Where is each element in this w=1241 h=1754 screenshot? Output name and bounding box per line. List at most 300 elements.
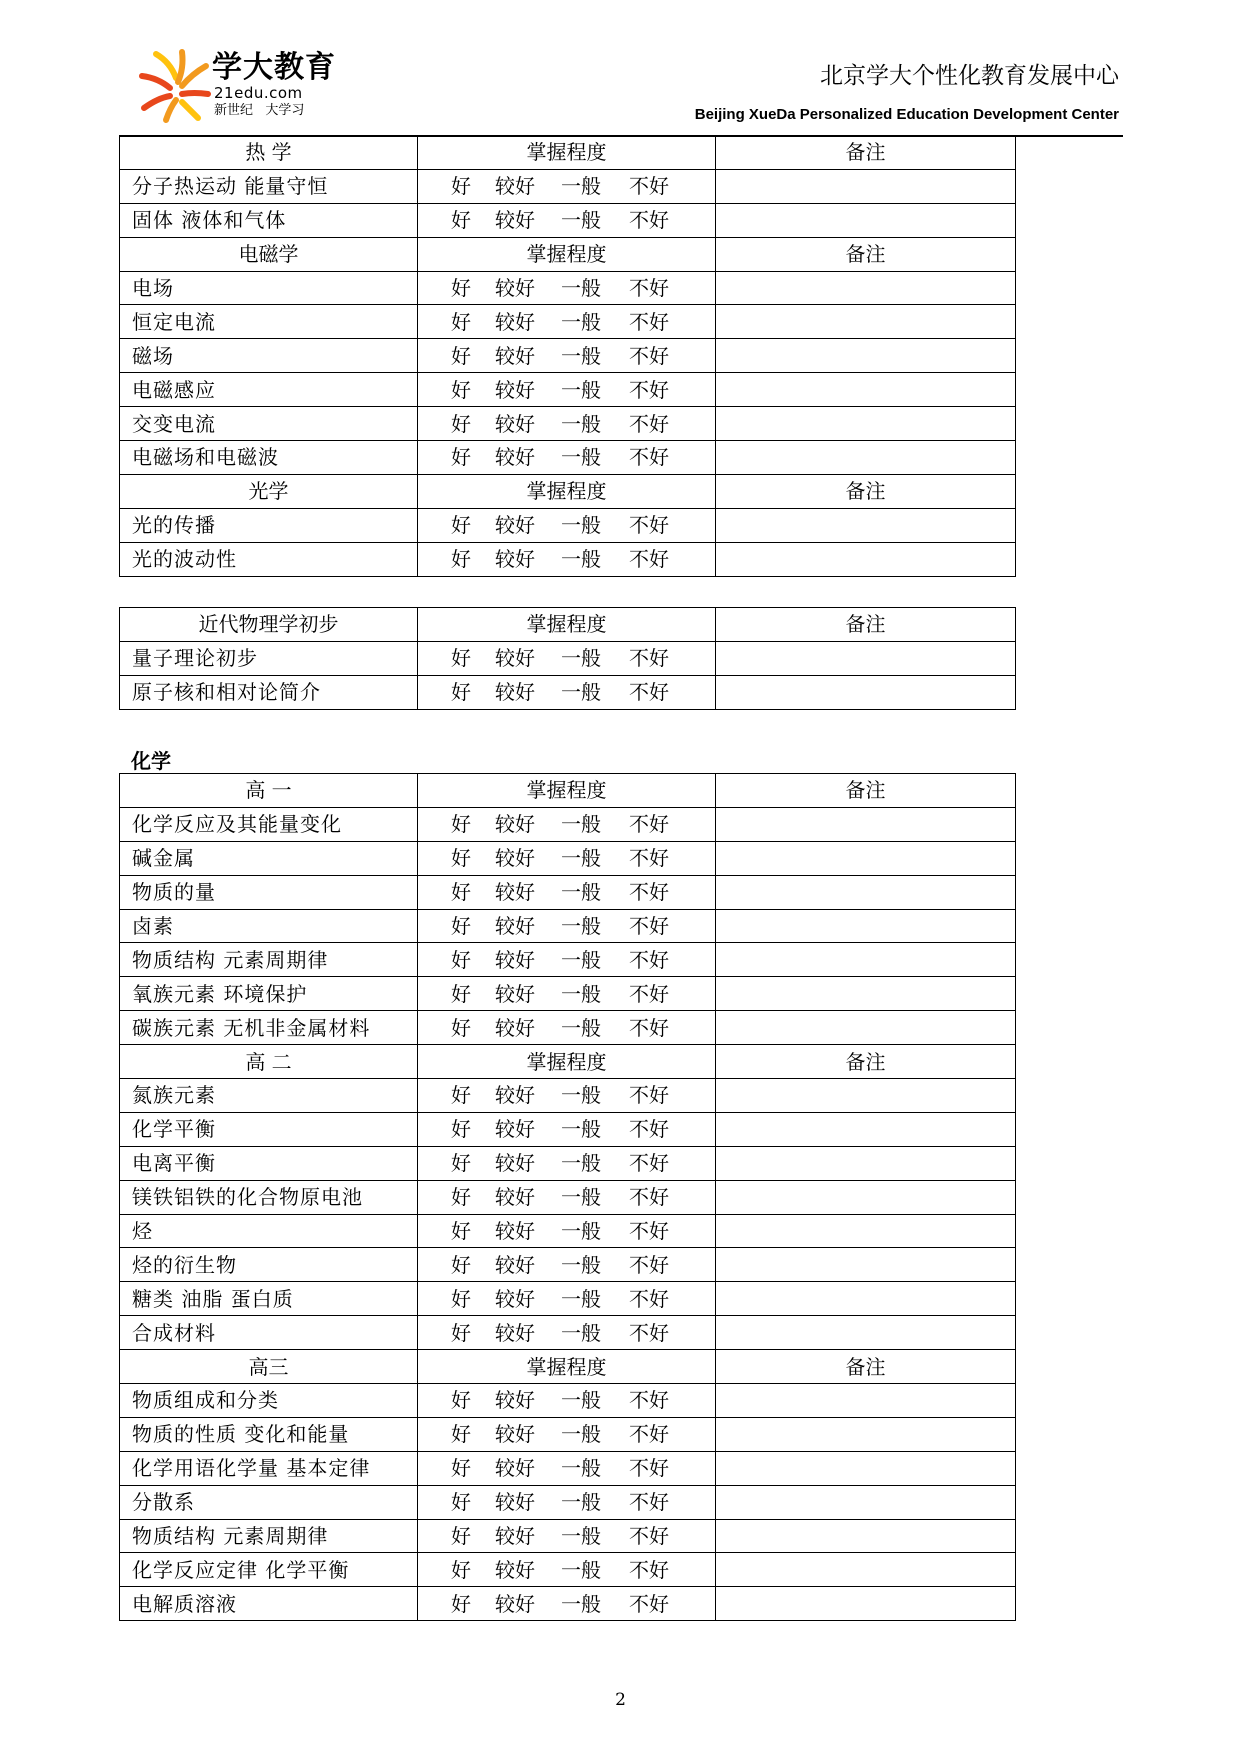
rating-poor[interactable]: 不好 bbox=[629, 1422, 669, 1447]
page-number: 2 bbox=[615, 1690, 626, 1710]
rating-fairly-good[interactable]: 较好 bbox=[495, 1015, 535, 1040]
rating-poor[interactable]: 不好 bbox=[629, 981, 669, 1006]
rating-average[interactable]: 一般 bbox=[561, 680, 601, 705]
rating-average[interactable]: 一般 bbox=[561, 1557, 601, 1582]
rating-fairly-good[interactable]: 较好 bbox=[495, 981, 535, 1006]
notes-cell[interactable] bbox=[716, 1553, 1016, 1587]
topic-row bbox=[120, 169, 1016, 203]
logo-domain: 21edu.com bbox=[214, 84, 303, 102]
notes-cell[interactable] bbox=[716, 1214, 1016, 1248]
rating-good[interactable]: 好 bbox=[451, 1151, 471, 1176]
rating-poor[interactable]: 不好 bbox=[629, 174, 669, 199]
topic-row bbox=[120, 1384, 1016, 1418]
rating-fairly-good[interactable]: 较好 bbox=[495, 1219, 535, 1244]
notes-cell[interactable] bbox=[716, 1519, 1016, 1553]
rating-poor[interactable]: 不好 bbox=[629, 646, 669, 671]
rating-options bbox=[418, 675, 716, 709]
modern-physics-mastery-table bbox=[119, 607, 1016, 710]
rating-fairly-good[interactable]: 较好 bbox=[495, 947, 535, 972]
logo-brand-name: 学大教育 bbox=[212, 50, 336, 85]
rating-good[interactable]: 好 bbox=[451, 812, 471, 837]
rating-fairly-good[interactable]: 较好 bbox=[495, 377, 535, 402]
mastery-column-header: 掌握程度 bbox=[418, 474, 716, 508]
section-header-row bbox=[120, 1045, 1016, 1079]
rating-fairly-good[interactable]: 较好 bbox=[495, 513, 535, 538]
rating-average[interactable]: 一般 bbox=[561, 1524, 601, 1549]
rating-poor[interactable]: 不好 bbox=[629, 1083, 669, 1108]
rating-good[interactable]: 好 bbox=[451, 1422, 471, 1447]
topic-name: 物质结构 元素周期律 bbox=[120, 943, 418, 977]
rating-fairly-good[interactable]: 较好 bbox=[495, 445, 535, 470]
rating-poor[interactable]: 不好 bbox=[629, 208, 669, 233]
section-title: 高 二 bbox=[120, 1045, 418, 1079]
topic-row bbox=[120, 943, 1016, 977]
rating-good[interactable]: 好 bbox=[451, 1015, 471, 1040]
topic-name: 分散系 bbox=[120, 1485, 418, 1519]
topic-name: 电磁感应 bbox=[120, 373, 418, 407]
rating-average[interactable]: 一般 bbox=[561, 309, 601, 334]
rating-average[interactable]: 一般 bbox=[561, 880, 601, 905]
rating-average[interactable]: 一般 bbox=[561, 1151, 601, 1176]
notes-cell[interactable] bbox=[716, 1248, 1016, 1282]
rating-options bbox=[418, 339, 716, 373]
notes-cell[interactable] bbox=[716, 1451, 1016, 1485]
rating-good[interactable]: 好 bbox=[451, 1117, 471, 1142]
rating-fairly-good[interactable]: 较好 bbox=[495, 1456, 535, 1481]
rating-poor[interactable]: 不好 bbox=[629, 1015, 669, 1040]
chemistry-mastery-table bbox=[119, 773, 1016, 1621]
rating-fairly-good[interactable]: 较好 bbox=[495, 208, 535, 233]
section-title: 高 一 bbox=[120, 774, 418, 808]
notes-column-header: 备注 bbox=[716, 774, 1016, 808]
topic-row bbox=[120, 1519, 1016, 1553]
rating-poor[interactable]: 不好 bbox=[629, 1388, 669, 1413]
notes-cell[interactable] bbox=[716, 407, 1016, 441]
rating-fairly-good[interactable]: 较好 bbox=[495, 812, 535, 837]
rating-average[interactable]: 一般 bbox=[561, 1252, 601, 1277]
notes-column-header: 备注 bbox=[716, 1045, 1016, 1079]
rating-average[interactable]: 一般 bbox=[561, 1117, 601, 1142]
rating-good[interactable]: 好 bbox=[451, 343, 471, 368]
rating-options bbox=[418, 542, 716, 576]
topic-name: 糖类 油脂 蛋白质 bbox=[120, 1282, 418, 1316]
rating-average[interactable]: 一般 bbox=[561, 276, 601, 300]
rating-options bbox=[418, 407, 716, 441]
topic-name: 氧族元素 环境保护 bbox=[120, 977, 418, 1011]
rating-poor[interactable]: 不好 bbox=[629, 880, 669, 905]
rating-average[interactable]: 一般 bbox=[561, 1591, 601, 1616]
topic-row bbox=[120, 1112, 1016, 1146]
topic-row bbox=[120, 1248, 1016, 1282]
rating-poor[interactable]: 不好 bbox=[629, 1252, 669, 1277]
topic-row bbox=[120, 203, 1016, 237]
notes-cell[interactable] bbox=[716, 1485, 1016, 1519]
rating-average[interactable]: 一般 bbox=[561, 1185, 601, 1210]
rating-good[interactable]: 好 bbox=[451, 1557, 471, 1582]
notes-cell[interactable] bbox=[716, 373, 1016, 407]
rating-poor[interactable]: 不好 bbox=[629, 1490, 669, 1515]
notes-cell[interactable] bbox=[716, 641, 1016, 675]
rating-poor[interactable]: 不好 bbox=[629, 1151, 669, 1176]
topic-name: 碱金属 bbox=[120, 841, 418, 875]
notes-cell[interactable] bbox=[716, 1316, 1016, 1350]
rating-average[interactable]: 一般 bbox=[561, 914, 601, 938]
topic-row bbox=[120, 1282, 1016, 1316]
section-title: 光学 bbox=[120, 474, 418, 508]
topic-row bbox=[120, 977, 1016, 1011]
section-title: 热 学 bbox=[120, 136, 418, 170]
rating-poor[interactable]: 不好 bbox=[629, 1117, 669, 1142]
rating-fairly-good[interactable]: 较好 bbox=[495, 174, 535, 199]
rating-fairly-good[interactable]: 较好 bbox=[495, 914, 535, 938]
topic-row bbox=[120, 1214, 1016, 1248]
rating-options bbox=[418, 807, 716, 841]
topic-name: 烃 bbox=[120, 1214, 418, 1248]
mastery-column-header: 掌握程度 bbox=[418, 608, 716, 642]
rating-good[interactable]: 好 bbox=[451, 276, 471, 300]
rating-fairly-good[interactable]: 较好 bbox=[495, 680, 535, 705]
notes-column-header: 备注 bbox=[716, 1350, 1016, 1384]
xueda-logo bbox=[136, 48, 346, 124]
topic-row bbox=[120, 807, 1016, 841]
rating-good[interactable]: 好 bbox=[451, 1591, 471, 1616]
rating-fairly-good[interactable]: 较好 bbox=[495, 1388, 535, 1413]
rating-options bbox=[418, 1282, 716, 1316]
rating-poor[interactable]: 不好 bbox=[629, 1185, 669, 1210]
rating-good[interactable]: 好 bbox=[451, 513, 471, 538]
rating-good[interactable]: 好 bbox=[451, 1286, 471, 1311]
topic-name: 光的波动性 bbox=[120, 542, 418, 576]
rating-fairly-good[interactable]: 较好 bbox=[495, 343, 535, 368]
topic-name: 分子热运动 能量守恒 bbox=[120, 169, 418, 203]
topic-name: 物质结构 元素周期律 bbox=[120, 1519, 418, 1553]
rating-good[interactable]: 好 bbox=[451, 411, 471, 436]
notes-cell[interactable] bbox=[716, 1146, 1016, 1180]
rating-poor[interactable]: 不好 bbox=[629, 1557, 669, 1582]
rating-good[interactable]: 好 bbox=[451, 1083, 471, 1108]
rating-options bbox=[418, 1519, 716, 1553]
topic-name: 交变电流 bbox=[120, 407, 418, 441]
rating-poor[interactable]: 不好 bbox=[629, 343, 669, 368]
rating-options bbox=[418, 169, 716, 203]
rating-average[interactable]: 一般 bbox=[561, 174, 601, 199]
section-title: 电磁学 bbox=[120, 237, 418, 271]
rating-poor[interactable]: 不好 bbox=[629, 276, 669, 300]
rating-fairly-good[interactable]: 较好 bbox=[495, 1591, 535, 1616]
rating-poor[interactable]: 不好 bbox=[629, 547, 669, 572]
rating-options bbox=[418, 943, 716, 977]
rating-poor[interactable]: 不好 bbox=[629, 445, 669, 470]
section-header-row bbox=[120, 1350, 1016, 1384]
rating-average[interactable]: 一般 bbox=[561, 1388, 601, 1413]
mastery-column-header: 掌握程度 bbox=[418, 1045, 716, 1079]
rating-good[interactable]: 好 bbox=[451, 1320, 471, 1345]
notes-cell[interactable] bbox=[716, 977, 1016, 1011]
rating-fairly-good[interactable]: 较好 bbox=[495, 1083, 535, 1108]
rating-options bbox=[418, 1112, 716, 1146]
topic-row bbox=[120, 875, 1016, 909]
rating-good[interactable]: 好 bbox=[451, 309, 471, 334]
rating-fairly-good[interactable]: 较好 bbox=[495, 1490, 535, 1515]
rating-options bbox=[418, 841, 716, 875]
section-title: 高三 bbox=[120, 1350, 418, 1384]
rating-average[interactable]: 一般 bbox=[561, 1456, 601, 1481]
notes-cell[interactable] bbox=[716, 203, 1016, 237]
topic-row bbox=[120, 508, 1016, 542]
topic-row bbox=[120, 1587, 1016, 1621]
rating-options bbox=[418, 1214, 716, 1248]
rating-options bbox=[418, 1417, 716, 1451]
rating-good[interactable]: 好 bbox=[451, 1219, 471, 1244]
rating-average[interactable]: 一般 bbox=[561, 377, 601, 402]
notes-cell[interactable] bbox=[716, 542, 1016, 576]
xueda-logo-mark bbox=[136, 48, 212, 124]
rating-poor[interactable]: 不好 bbox=[629, 1456, 669, 1481]
rating-options bbox=[418, 508, 716, 542]
topic-name: 氮族元素 bbox=[120, 1079, 418, 1113]
topic-name: 电解质溶液 bbox=[120, 1587, 418, 1621]
rating-average[interactable]: 一般 bbox=[561, 947, 601, 972]
topic-name: 烃的衍生物 bbox=[120, 1248, 418, 1282]
rating-average[interactable]: 一般 bbox=[561, 1286, 601, 1311]
rating-options bbox=[418, 1553, 716, 1587]
topic-row bbox=[120, 542, 1016, 576]
rating-average[interactable]: 一般 bbox=[561, 343, 601, 368]
rating-poor[interactable]: 不好 bbox=[629, 846, 669, 871]
rating-poor[interactable]: 不好 bbox=[629, 309, 669, 334]
rating-average[interactable]: 一般 bbox=[561, 1015, 601, 1040]
rating-fairly-good[interactable]: 较好 bbox=[495, 1117, 535, 1142]
topic-row bbox=[120, 1146, 1016, 1180]
rating-average[interactable]: 一般 bbox=[561, 1422, 601, 1447]
notes-cell[interactable] bbox=[716, 1011, 1016, 1045]
rating-good[interactable]: 好 bbox=[451, 208, 471, 233]
topic-row bbox=[120, 675, 1016, 709]
rating-options bbox=[418, 441, 716, 475]
chemistry-section-label: 化学 bbox=[131, 749, 171, 773]
topic-row bbox=[120, 441, 1016, 475]
topic-name: 固体 液体和气体 bbox=[120, 203, 418, 237]
rating-poor[interactable]: 不好 bbox=[629, 1591, 669, 1616]
rating-fairly-good[interactable]: 较好 bbox=[495, 1185, 535, 1210]
rating-average[interactable]: 一般 bbox=[561, 411, 601, 436]
topic-row bbox=[120, 271, 1016, 305]
rating-fairly-good[interactable]: 较好 bbox=[495, 547, 535, 572]
topic-name: 化学反应及其能量变化 bbox=[120, 807, 418, 841]
rating-average[interactable]: 一般 bbox=[561, 812, 601, 837]
topic-row bbox=[120, 407, 1016, 441]
topic-name: 磁场 bbox=[120, 339, 418, 373]
mastery-column-header: 掌握程度 bbox=[418, 774, 716, 808]
rating-fairly-good[interactable]: 较好 bbox=[495, 411, 535, 436]
rating-poor[interactable]: 不好 bbox=[629, 1286, 669, 1311]
mastery-column-header: 掌握程度 bbox=[418, 237, 716, 271]
rating-fairly-good[interactable]: 较好 bbox=[495, 880, 535, 905]
rating-fairly-good[interactable]: 较好 bbox=[495, 1524, 535, 1549]
rating-good[interactable]: 好 bbox=[451, 914, 471, 938]
rating-poor[interactable]: 不好 bbox=[629, 947, 669, 972]
rating-options bbox=[418, 977, 716, 1011]
notes-column-header: 备注 bbox=[716, 136, 1016, 170]
rating-poor[interactable]: 不好 bbox=[629, 1219, 669, 1244]
notes-cell[interactable] bbox=[716, 169, 1016, 203]
notes-cell[interactable] bbox=[716, 807, 1016, 841]
topic-row bbox=[120, 1485, 1016, 1519]
topic-name: 电离平衡 bbox=[120, 1146, 418, 1180]
rating-good[interactable]: 好 bbox=[451, 981, 471, 1006]
rating-options bbox=[418, 1079, 716, 1113]
rating-good[interactable]: 好 bbox=[451, 1252, 471, 1277]
rating-fairly-good[interactable]: 较好 bbox=[495, 309, 535, 334]
rating-good[interactable]: 好 bbox=[451, 1185, 471, 1210]
rating-poor[interactable]: 不好 bbox=[629, 680, 669, 705]
rating-average[interactable]: 一般 bbox=[561, 1083, 601, 1108]
rating-options bbox=[418, 909, 716, 943]
topic-name: 物质组成和分类 bbox=[120, 1384, 418, 1418]
rating-options bbox=[418, 1485, 716, 1519]
notes-cell[interactable] bbox=[716, 909, 1016, 943]
rating-poor[interactable]: 不好 bbox=[629, 377, 669, 402]
rating-options bbox=[418, 1146, 716, 1180]
section-header-row bbox=[120, 474, 1016, 508]
notes-cell[interactable] bbox=[716, 943, 1016, 977]
rating-fairly-good[interactable]: 较好 bbox=[495, 1557, 535, 1582]
notes-cell[interactable] bbox=[716, 841, 1016, 875]
notes-cell[interactable] bbox=[716, 1587, 1016, 1621]
notes-cell[interactable] bbox=[716, 508, 1016, 542]
rating-good[interactable]: 好 bbox=[451, 846, 471, 871]
rating-poor[interactable]: 不好 bbox=[629, 513, 669, 538]
rating-good[interactable]: 好 bbox=[451, 377, 471, 402]
notes-cell[interactable] bbox=[716, 1180, 1016, 1214]
organization-name-cn: 北京学大个性化教育发展中心 bbox=[820, 63, 1119, 89]
notes-cell[interactable] bbox=[716, 271, 1016, 305]
notes-cell[interactable] bbox=[716, 305, 1016, 339]
topic-row bbox=[120, 339, 1016, 373]
topic-row bbox=[120, 1316, 1016, 1350]
section-title: 近代物理学初步 bbox=[120, 608, 418, 642]
topic-name: 镁铁铝铁的化合物原电池 bbox=[120, 1180, 418, 1214]
rating-fairly-good[interactable]: 较好 bbox=[495, 1151, 535, 1176]
notes-cell[interactable] bbox=[716, 875, 1016, 909]
section-header-row bbox=[120, 136, 1016, 170]
rating-average[interactable]: 一般 bbox=[561, 646, 601, 671]
notes-cell[interactable] bbox=[716, 1282, 1016, 1316]
rating-average[interactable]: 一般 bbox=[561, 1320, 601, 1345]
notes-cell[interactable] bbox=[716, 1384, 1016, 1418]
rating-options bbox=[418, 1316, 716, 1350]
rating-poor[interactable]: 不好 bbox=[629, 914, 669, 938]
rating-good[interactable]: 好 bbox=[451, 547, 471, 572]
rating-average[interactable]: 一般 bbox=[561, 208, 601, 233]
rating-options bbox=[418, 271, 716, 305]
rating-fairly-good[interactable]: 较好 bbox=[495, 1422, 535, 1447]
mastery-column-header: 掌握程度 bbox=[418, 136, 716, 170]
rating-average[interactable]: 一般 bbox=[561, 445, 601, 470]
rating-fairly-good[interactable]: 较好 bbox=[495, 1252, 535, 1277]
rating-options bbox=[418, 305, 716, 339]
section-header-row bbox=[120, 608, 1016, 642]
organization-name-en: Beijing XueDa Personalized Education Development Center bbox=[694, 106, 1119, 123]
rating-good[interactable]: 好 bbox=[451, 880, 471, 905]
topic-name: 碳族元素 无机非金属材料 bbox=[120, 1011, 418, 1045]
rating-options bbox=[418, 1180, 716, 1214]
rating-fairly-good[interactable]: 较好 bbox=[495, 1320, 535, 1345]
rating-fairly-good[interactable]: 较好 bbox=[495, 276, 535, 300]
rating-poor[interactable]: 不好 bbox=[629, 1524, 669, 1549]
rating-average[interactable]: 一般 bbox=[561, 1219, 601, 1244]
rating-good[interactable]: 好 bbox=[451, 1524, 471, 1549]
topic-name: 电磁场和电磁波 bbox=[120, 441, 418, 475]
topic-name: 光的传播 bbox=[120, 508, 418, 542]
rating-average[interactable]: 一般 bbox=[561, 1490, 601, 1515]
topic-name: 物质的量 bbox=[120, 875, 418, 909]
rating-options bbox=[418, 1384, 716, 1418]
rating-average[interactable]: 一般 bbox=[561, 846, 601, 871]
rating-good[interactable]: 好 bbox=[451, 445, 471, 470]
notes-cell[interactable] bbox=[716, 1417, 1016, 1451]
rating-good[interactable]: 好 bbox=[451, 1490, 471, 1515]
topic-name: 化学反应定律 化学平衡 bbox=[120, 1553, 418, 1587]
topic-name: 化学平衡 bbox=[120, 1112, 418, 1146]
notes-cell[interactable] bbox=[716, 441, 1016, 475]
topic-name: 合成材料 bbox=[120, 1316, 418, 1350]
rating-poor[interactable]: 不好 bbox=[629, 411, 669, 436]
topic-row bbox=[120, 1417, 1016, 1451]
rating-average[interactable]: 一般 bbox=[561, 513, 601, 538]
notes-cell[interactable] bbox=[716, 339, 1016, 373]
topic-row bbox=[120, 1011, 1016, 1045]
rating-options bbox=[418, 1011, 716, 1045]
rating-good[interactable]: 好 bbox=[451, 646, 471, 671]
rating-fairly-good[interactable]: 较好 bbox=[495, 646, 535, 671]
notes-cell[interactable] bbox=[716, 1079, 1016, 1113]
topic-name: 量子理论初步 bbox=[120, 641, 418, 675]
rating-poor[interactable]: 不好 bbox=[629, 812, 669, 837]
topic-row bbox=[120, 305, 1016, 339]
rating-good[interactable]: 好 bbox=[451, 174, 471, 199]
rating-good[interactable]: 好 bbox=[451, 947, 471, 972]
topic-row bbox=[120, 909, 1016, 943]
topic-row bbox=[120, 1180, 1016, 1214]
topic-row bbox=[120, 1553, 1016, 1587]
topic-row bbox=[120, 641, 1016, 675]
rating-options bbox=[418, 1451, 716, 1485]
notes-cell[interactable] bbox=[716, 1112, 1016, 1146]
topic-name: 恒定电流 bbox=[120, 305, 418, 339]
mastery-column-header: 掌握程度 bbox=[418, 1350, 716, 1384]
topic-row bbox=[120, 841, 1016, 875]
section-header-row bbox=[120, 237, 1016, 271]
rating-good[interactable]: 好 bbox=[451, 680, 471, 705]
rating-good[interactable]: 好 bbox=[451, 1456, 471, 1481]
rating-average[interactable]: 一般 bbox=[561, 547, 601, 572]
rating-good[interactable]: 好 bbox=[451, 1388, 471, 1413]
notes-column-header: 备注 bbox=[716, 474, 1016, 508]
rating-fairly-good[interactable]: 较好 bbox=[495, 846, 535, 871]
rating-options bbox=[418, 203, 716, 237]
topic-row bbox=[120, 1079, 1016, 1113]
topic-row bbox=[120, 373, 1016, 407]
notes-cell[interactable] bbox=[716, 675, 1016, 709]
topic-row bbox=[120, 1451, 1016, 1485]
rating-fairly-good[interactable]: 较好 bbox=[495, 1286, 535, 1311]
rating-average[interactable]: 一般 bbox=[561, 981, 601, 1006]
rating-options bbox=[418, 1587, 716, 1621]
rating-poor[interactable]: 不好 bbox=[629, 1320, 669, 1345]
rating-options bbox=[418, 373, 716, 407]
notes-column-header: 备注 bbox=[716, 608, 1016, 642]
